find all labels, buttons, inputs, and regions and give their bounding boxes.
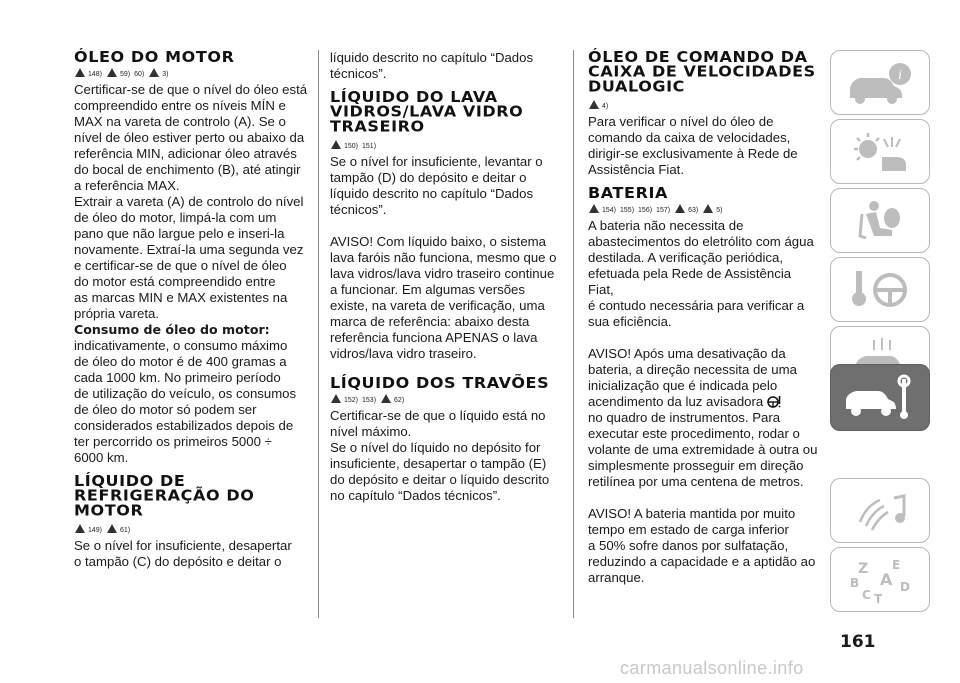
warning-icon bbox=[107, 524, 117, 533]
heading-refrigeracao: LÍQUIDO DE REFRIGERAÇÃO DO MOTOR bbox=[74, 472, 255, 520]
paragraph-consumo: indicativamente, o consumo máximo de óleo do motor é de 400 gramas a cada 1000 km. No primeiro período de utilização do veículo, os consumos de óleo do motor só podem ser considerados estabilizados depois de ter percorrido os primeiros 5000 ÷ 6000 km. bbox=[74, 338, 297, 465]
heading-lava-vidros: LÍQUIDO DO LAVA VIDROS/LAVA VIDRO TRASEIRO bbox=[330, 88, 524, 136]
paragraph-aviso-bateria: AVISO! Após uma desativação da bateria, a direção necessita de uma inicialização que é indicada pelo acendimento da luz avisadora no quadro de instrumentos. Para executar este procedimento, rodar o volante de uma extremidade à outra ou simplesmente prosseguir em direção retilínea por uma centena de metros. bbox=[588, 346, 818, 489]
warning-icon bbox=[589, 204, 599, 213]
tab-car-maintenance[interactable] bbox=[830, 364, 930, 431]
svg-text:A: A bbox=[880, 569, 893, 589]
svg-text:B: B bbox=[850, 575, 860, 590]
warning-icon bbox=[75, 524, 85, 533]
watermark: carmanualsonline.info bbox=[620, 658, 804, 678]
heading-travoes: LÍQUIDO DOS TRAVÕES bbox=[330, 374, 550, 392]
refs-bateria: 154) 155) 156) 157) 63) 5) bbox=[588, 204, 818, 216]
page-number: 161 bbox=[840, 632, 876, 652]
paragraph-aviso-lava: AVISO! Com líquido baixo, o sistema lava faróis não funciona, mesmo que o lava vidros/lava vidro traseiro continue a funcionar. Em algumas versões existe, na vareta de verificação, uma marca de referência: abaixo desta referência funciona APENAS o lava vidros/lava vidro traseiro. bbox=[330, 234, 557, 361]
car-info-icon bbox=[840, 58, 920, 108]
warning-icon bbox=[589, 100, 599, 109]
warning-icon bbox=[381, 394, 391, 403]
heading-bateria: BATERIA bbox=[588, 184, 669, 202]
warning-icon bbox=[675, 204, 685, 213]
index-letters-icon bbox=[840, 555, 920, 605]
svg-text:D: D bbox=[900, 579, 910, 594]
heading-dualogic: ÓLEO DE COMANDO DA CAIXA DE VELOCIDADES DUALOGIC bbox=[588, 48, 816, 96]
paragraph-bateria: A bateria não necessita de abastecimentos do eletrólito com água destilada. A verificação periódica, efetuada pela Rede de Assistência Fiat, é contudo necessária para verificar a sua eficiência. bbox=[588, 218, 814, 329]
warning-icon bbox=[75, 68, 85, 77]
column-1 bbox=[74, 50, 310, 570]
subheading-consumo: Consumo de óleo do motor: bbox=[74, 322, 270, 337]
paragraph-refrigeracao: Se o nível for insuficiente, desapertar o tampão (C) do depósito e deitar o bbox=[74, 538, 292, 569]
paragraph-travoes-2: Se o nível do líquido no depósito for insuficiente, desapertar o tampão (E) do depósito e deitar o líquido descrito no capítulo “Dados técnicos”. bbox=[330, 440, 550, 503]
refs-refrigeracao: 149) 61) bbox=[74, 524, 310, 536]
paragraph-lava-vidros: Se o nível for insuficiente, levantar o tampão (D) do depósito e deitar o líquido descrito no capítulo “Dados técnicos”. bbox=[330, 154, 543, 217]
warning-icon bbox=[331, 394, 341, 403]
dashboard-lights-icon bbox=[840, 127, 920, 177]
key-steering-icon bbox=[840, 265, 920, 315]
column-3 bbox=[588, 50, 818, 586]
refs-oleo-motor: 148) 59) 60) 3) bbox=[74, 68, 310, 80]
tab-key-steering[interactable] bbox=[830, 257, 930, 322]
airbag-seat-icon bbox=[840, 196, 920, 246]
svg-text:C: C bbox=[862, 587, 871, 602]
refs-lava-vidros: 150) 151) bbox=[330, 140, 560, 152]
svg-text:T: T bbox=[874, 591, 883, 605]
svg-text:E: E bbox=[892, 557, 901, 572]
column-2 bbox=[330, 50, 560, 504]
svg-text:Z: Z bbox=[858, 560, 869, 577]
tab-index[interactable] bbox=[830, 547, 930, 612]
paragraph-travoes-1: Certificar-se de que o líquido está no nível máximo. bbox=[330, 408, 546, 439]
warning-icon bbox=[331, 140, 341, 149]
heading-oleo-motor: ÓLEO DO MOTOR bbox=[74, 48, 235, 66]
tab-car-info[interactable] bbox=[830, 50, 930, 115]
paragraph-lavavidros-cont: líquido descrito no capítulo “Dados técnicos”. bbox=[330, 50, 534, 81]
column-divider bbox=[318, 50, 319, 618]
paragraph-oleo-2: Extrair a vareta (A) de controlo do nível de óleo do motor, limpá-la com um pano que não largue pelo e inseri-la novamente. Extraí-la uma segunda vez e certificar-se de que o nível de óleo do motor está compreendido entre as marcas MIN e MAX existentes na própria vareta. bbox=[74, 194, 304, 321]
tab-media[interactable] bbox=[830, 478, 930, 543]
svg-text:i: i bbox=[898, 67, 902, 83]
steering-warning-light-icon bbox=[767, 395, 781, 408]
paragraph-dualogic: Para verificar o nível do óleo de comando da caixa de velocidades, dirigir-se exclusivamente à Rede de Assistência Fiat. bbox=[588, 114, 798, 177]
refs-dualogic: 4) bbox=[588, 100, 818, 112]
tab-airbag-seat[interactable] bbox=[830, 188, 930, 253]
refs-travoes: 152) 153) 62) bbox=[330, 394, 560, 406]
warning-icon bbox=[703, 204, 713, 213]
warning-icon bbox=[107, 68, 117, 77]
column-divider bbox=[573, 50, 574, 618]
paragraph-oleo-1: Certificar-se de que o nível do óleo está compreendido entre os níveis MÍN e MAX na vareta de controlo (A). Se o nível de óleo estiver perto ou abaixo da referência MIN, adicionar óleo através do bocal de enchimento (B), até atingir a referência MAX. bbox=[74, 82, 308, 193]
tab-dashboard-lights[interactable] bbox=[830, 119, 930, 184]
warning-icon bbox=[149, 68, 159, 77]
media-icon bbox=[840, 486, 920, 536]
paragraph-aviso-sulfatacao: AVISO! A bateria mantida por muito tempo em estado de carga inferior a 50% sofre danos por sulfatação, reduzindo a capacidade e a aptidão ao arranque. bbox=[588, 506, 816, 585]
car-maintenance-icon bbox=[840, 373, 920, 423]
